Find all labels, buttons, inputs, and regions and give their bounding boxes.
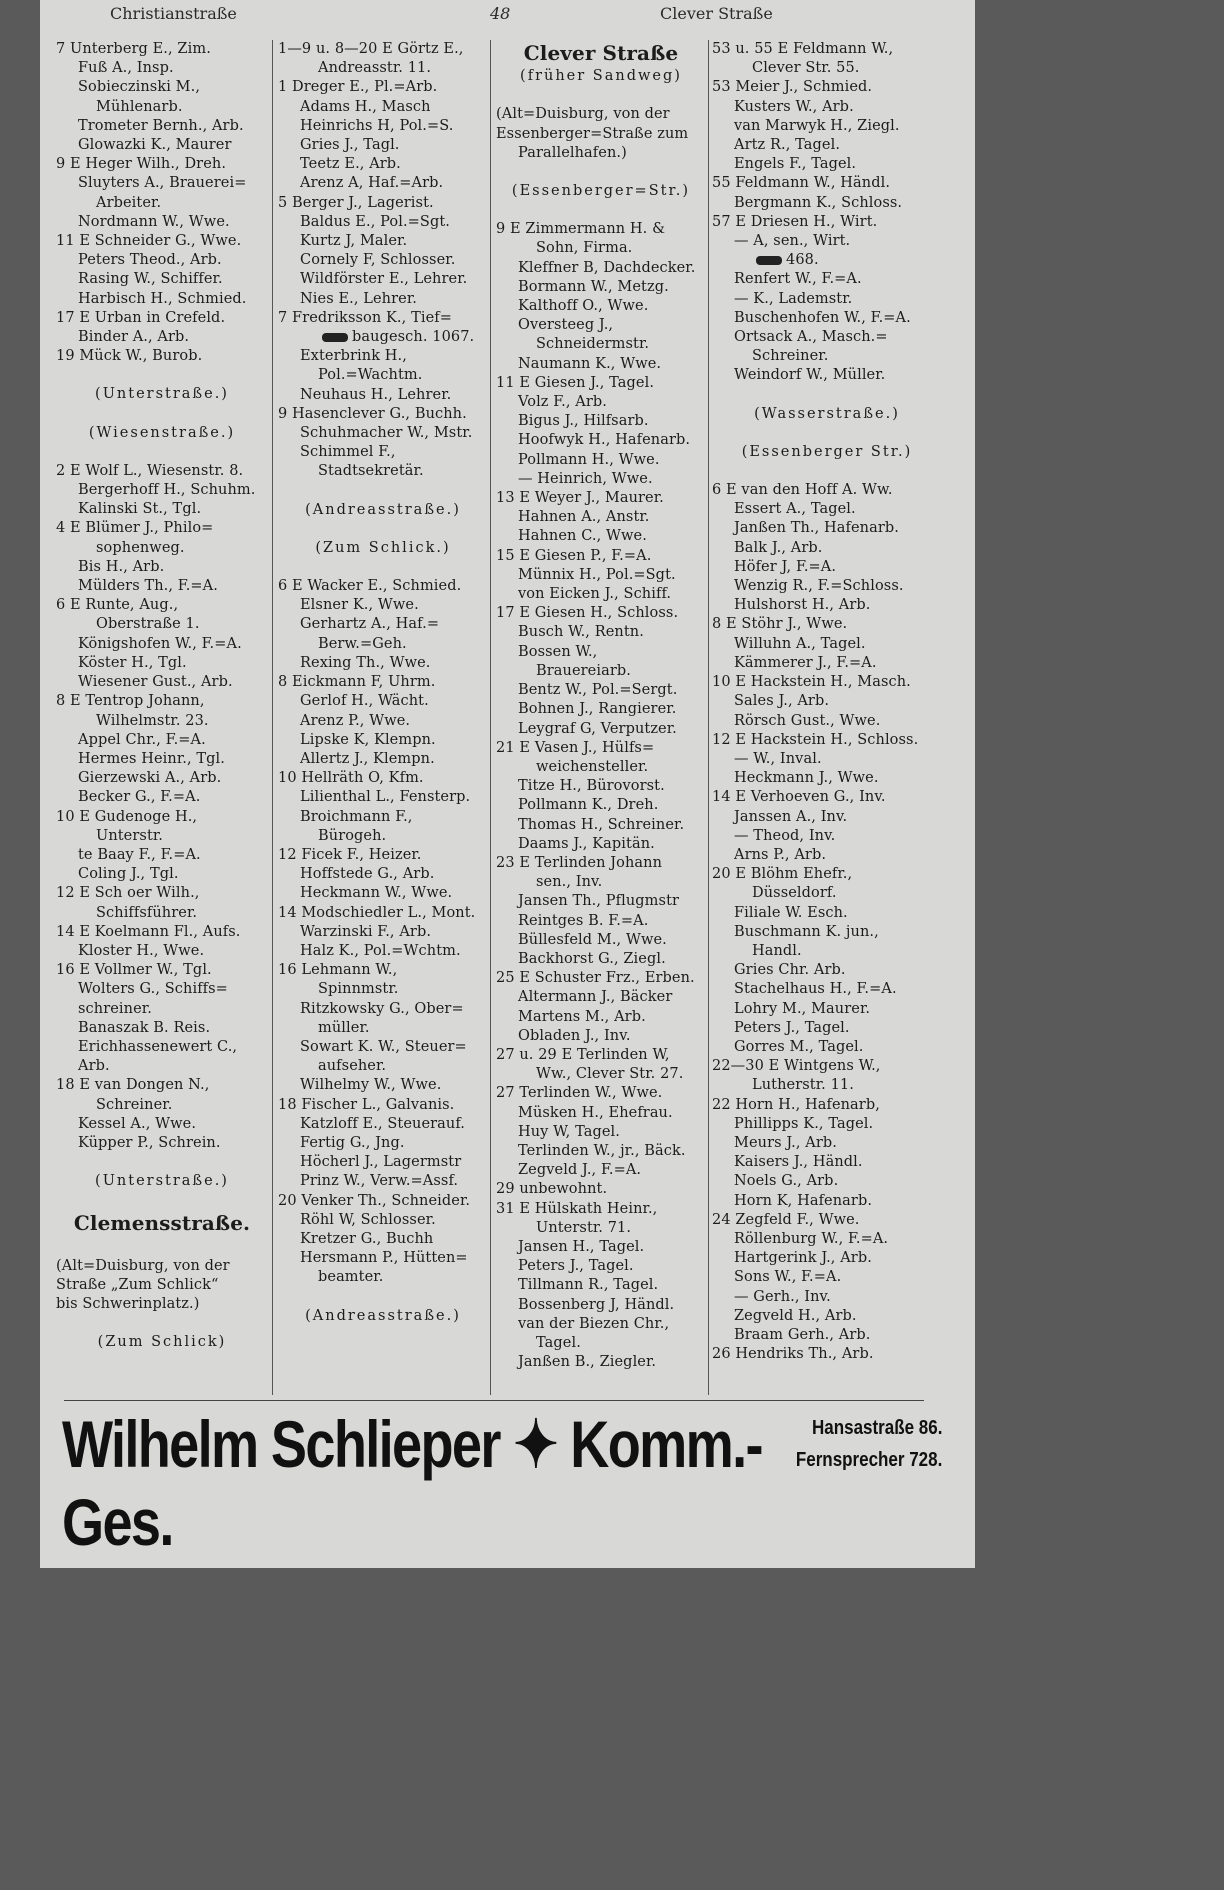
directory-entry: 2 E Wolf L., Wiesenstr. 8. <box>56 462 244 479</box>
directory-entry: Kusters W., Arb. <box>734 98 854 115</box>
directory-entry: Binder A., Arb. <box>78 329 190 346</box>
directory-entry: 20 E Blöhm Ehefr., <box>712 866 853 883</box>
directory-entry: Bohnen J., Rangierer. <box>518 701 677 718</box>
directory-entry: 22 Horn H., Hafenarb, <box>712 1096 880 1113</box>
directory-entry: Heinrichs H, Pol.=S. <box>300 117 454 134</box>
directory-entry: Fuß A., Insp. <box>78 60 174 77</box>
directory-entry: aufseher. <box>318 1058 387 1075</box>
directory-entry: Kloster H., Wwe. <box>78 942 205 959</box>
directory-entry: Bergerhoff H., Schuhm. <box>78 482 256 499</box>
directory-entry: Schuhmacher W., Mstr. <box>300 425 473 442</box>
directory-entry: Cornely F, Schlosser. <box>300 252 456 269</box>
column-divider <box>490 40 491 1395</box>
directory-entry: Katzloff E., Steuerauf. <box>300 1115 465 1132</box>
street-title: Clever Straße <box>523 41 679 65</box>
directory-entry: 31 E Hülskath Heinr., <box>496 1200 658 1217</box>
column-3 <box>496 40 706 1372</box>
directory-entry: schreiner. <box>78 1000 152 1017</box>
directory-entry: Gries Chr. Arb. <box>734 962 846 979</box>
directory-entry: 6 E van den Hoff A. Ww. <box>712 482 893 499</box>
directory-entry: Adams H., Masch <box>300 98 431 115</box>
directory-entry: (Alt=Duisburg, von der <box>496 106 670 123</box>
directory-entry: 16 Lehmann W., <box>278 962 398 979</box>
directory-entry: 14 Modschiedler L., Mont. <box>278 904 476 921</box>
directory-entry: Königshofen W., F.=A. <box>78 635 242 652</box>
directory-entry: 14 E Koelmann Fl., Aufs. <box>56 923 241 940</box>
directory-entry: Altermann J., Bäcker <box>518 989 673 1006</box>
directory-entry: baugesch. 1067. <box>278 328 488 347</box>
directory-entry: Brauereiarb. <box>536 662 631 679</box>
directory-entry: 10 E Gudenoge H., <box>56 808 198 825</box>
directory-entry: Buschmann K. jun., <box>734 923 879 940</box>
directory-entry: 22—30 E Wintgens W., <box>712 1058 881 1075</box>
directory-entry: Leygraf G, Verputzer. <box>518 720 677 737</box>
directory-entry: Oberstraße 1. <box>96 616 200 633</box>
directory-entry: 17 E Giesen H., Schloss. <box>496 605 679 622</box>
directory-entry: Wildförster E., Lehrer. <box>300 271 468 288</box>
directory-entry: Lipske K, Klempn. <box>300 731 436 748</box>
directory-entry: Teetz E., Arb. <box>300 156 401 173</box>
directory-entry: Küpper P., Schrein. <box>78 1134 221 1151</box>
directory-entry: Schreiner. <box>96 1096 173 1113</box>
directory-entry: 21 E Vasen J., Hülfs= <box>496 739 655 756</box>
directory-entry: Mülders Th., F.=A. <box>78 578 218 595</box>
spacer <box>56 1238 268 1257</box>
directory-entry: Wiesener Gust., Arb. <box>78 674 233 691</box>
directory-entry: 12 Ficek F., Heizer. <box>278 846 422 863</box>
cross-street: (Andreasstraße.) <box>305 501 461 518</box>
directory-entry: Heckmann W., Wwe. <box>300 885 453 902</box>
header-left: Christianstraße <box>110 4 237 23</box>
spacer <box>56 1191 268 1210</box>
column-divider <box>708 40 709 1395</box>
directory-entry: Rörsch Gust., Wwe. <box>734 712 881 729</box>
cross-street: (Unterstraße.) <box>95 386 229 403</box>
directory-entry: Straße „Zum Schlick“ <box>56 1276 219 1293</box>
directory-entry: Fertig G., Jng. <box>300 1134 405 1151</box>
directory-entry: Pollmann K., Dreh. <box>518 797 659 814</box>
directory-entry: Renfert W., F.=A. <box>734 271 862 288</box>
directory-entry: Wilhelmy W., Wwe. <box>300 1077 442 1094</box>
directory-entry: Volz F., Arb. <box>518 394 607 411</box>
directory-entry: — Gerh., Inv. <box>734 1288 831 1305</box>
directory-entry: Lohry M., Maurer. <box>734 1000 871 1017</box>
directory-entry: Reintges B. F.=A. <box>518 912 649 929</box>
directory-entry: Gierzewski A., Arb. <box>78 770 222 787</box>
directory-entry: bis Schwerinplatz.) <box>56 1295 200 1312</box>
directory-entry: 18 E van Dongen N., <box>56 1077 210 1094</box>
directory-entry: Janßen Th., Hafenarb. <box>734 520 899 537</box>
directory-entry: Buschenhofen W., F.=A. <box>734 309 911 326</box>
directory-entry: sophenweg. <box>96 539 185 556</box>
directory-entry: Düsseldorf. <box>752 885 837 902</box>
directory-entry: Busch W., Rentn. <box>518 624 644 641</box>
directory-entry: Müsken H., Ehefrau. <box>518 1104 673 1121</box>
directory-entry: müller. <box>318 1019 370 1036</box>
telephone-icon <box>322 333 348 342</box>
directory-entry: 27 u. 29 E Terlinden W, <box>496 1046 670 1063</box>
directory-entry: Obladen J., Inv. <box>518 1027 631 1044</box>
spacer <box>56 1314 268 1333</box>
directory-entry: Arenz P., Wwe. <box>300 712 411 729</box>
directory-page <box>40 0 975 1568</box>
directory-entry: Horn K, Hafenarb. <box>734 1192 873 1209</box>
directory-entry: Ww., Clever Str. 27. <box>536 1066 684 1083</box>
directory-entry: Arbeiter. <box>96 194 162 211</box>
directory-entry: Sales J., Arb. <box>734 693 830 710</box>
directory-entry: Engels F., Tagel. <box>734 156 857 173</box>
directory-entry: Bigus J., Hilfsarb. <box>518 413 649 430</box>
directory-entry: Schreiner. <box>752 348 829 365</box>
directory-entry: beamter. <box>318 1269 384 1286</box>
spacer <box>712 424 942 443</box>
directory-entry: Rasing W., Schiffer. <box>78 271 223 288</box>
directory-entry: Zegveld H., Arb. <box>734 1307 857 1324</box>
directory-entry: Kurtz J, Maler. <box>300 233 408 250</box>
directory-entry: Unterstr. <box>96 827 164 844</box>
directory-entry: (Alt=Duisburg, von der <box>56 1257 230 1274</box>
directory-entry: Hoffstede G., Arb. <box>300 866 435 883</box>
directory-entry: Glowazki K., Maurer <box>78 137 232 154</box>
directory-entry: 11 E Giesen J., Tagel. <box>496 374 655 391</box>
directory-entry: Sohn, Firma. <box>536 240 633 257</box>
directory-entry: Wolters G., Schiffs= <box>78 981 228 998</box>
directory-entry: Zegveld J., F.=A. <box>518 1162 642 1179</box>
directory-entry: — W., Inval. <box>734 750 822 767</box>
cross-street: (Andreasstraße.) <box>305 1307 461 1324</box>
directory-entry: 18 Fischer L., Galvanis. <box>278 1096 455 1113</box>
directory-entry: Münnix H., Pol.=Sgt. <box>518 566 676 583</box>
directory-entry: Neuhaus H., Lehrer. <box>300 386 452 403</box>
spacer <box>496 201 706 220</box>
directory-entry: Hoofwyk H., Hafenarb. <box>518 432 691 449</box>
column-4 <box>712 40 942 1364</box>
directory-entry: Meurs J., Arb. <box>734 1134 837 1151</box>
directory-entry: 53 Meier J., Schmied. <box>712 79 873 96</box>
directory-entry: Gries J., Tagl. <box>300 137 400 154</box>
directory-entry: Daams J., Kapitän. <box>518 835 655 852</box>
directory-entry: 57 E Driesen H., Wirt. <box>712 213 878 230</box>
cross-street: (Essenberger=Str.) <box>511 183 691 200</box>
directory-entry: 29 unbewohnt. <box>496 1181 608 1198</box>
directory-entry: Kleffner B, Dachdecker. <box>518 259 696 276</box>
directory-entry: Filiale W. Esch. <box>734 904 848 921</box>
spacer <box>496 86 706 105</box>
directory-entry: Mühlenarb. <box>96 98 183 115</box>
ad-address: Hansastraße 86. <box>811 1417 942 1439</box>
directory-entry: Schimmel F., <box>300 444 396 461</box>
directory-entry: Titze H., Bürovorst. <box>518 778 665 795</box>
spacer <box>56 443 268 462</box>
directory-entry: Stachelhaus H., F.=A. <box>734 981 897 998</box>
header-right: Clever Straße <box>660 4 773 23</box>
directory-entry: 4 E Blümer J., Philo= <box>56 520 214 537</box>
directory-entry: Bis H., Arb. <box>78 558 165 575</box>
directory-entry: Essert A., Tagel. <box>734 501 856 518</box>
spacer <box>712 462 942 481</box>
directory-entry: Bentz W., Pol.=Sergt. <box>518 682 678 699</box>
directory-entry: Bormann W., Metzg. <box>518 278 669 295</box>
directory-entry: Schiffsführer. <box>96 904 198 921</box>
directory-entry: sen., Inv. <box>536 874 603 891</box>
cross-street: (Zum Schlick) <box>97 1334 227 1351</box>
directory-entry: Hahnen A., Anstr. <box>518 509 650 526</box>
directory-entry: Erichhassenewert C., <box>78 1038 238 1055</box>
cross-street: (früher Sandweg) <box>520 68 682 85</box>
directory-entry: Huy W, Tagel. <box>518 1123 620 1140</box>
directory-entry: 15 E Giesen P., F.=A. <box>496 547 652 564</box>
directory-entry: Gorres M., Tagel. <box>734 1038 864 1055</box>
directory-entry: Tagel. <box>536 1335 581 1351</box>
directory-entry: Jansen Th., Pflugmstr <box>518 893 680 910</box>
directory-entry: Essenberger=Straße zum <box>496 125 689 142</box>
directory-entry: Willuhn A., Tagel. <box>734 635 866 652</box>
directory-entry: 468. <box>712 251 942 270</box>
directory-entry: Höfer J, F.=A. <box>734 558 837 575</box>
directory-entry: Ritzkowsky G., Ober= <box>300 1000 464 1017</box>
directory-entry: Appel Chr., F.=A. <box>78 731 206 748</box>
telephone-icon <box>756 256 782 265</box>
directory-entry: Arenz A, Haf.=Arb. <box>300 175 444 192</box>
street-title: Clemensstraße. <box>73 1211 251 1236</box>
directory-entry: Stadtsekretär. <box>318 463 424 480</box>
directory-entry: 7 Fredriksson K., Tief= <box>278 309 452 326</box>
directory-entry: Backhorst G., Ziegl. <box>518 950 666 967</box>
directory-entry: Hahnen C., Wwe. <box>518 528 647 545</box>
directory-entry: Röllenburg W., F.=A. <box>734 1230 889 1247</box>
directory-entry: Peters J., Tagel. <box>734 1019 850 1036</box>
footer-rule <box>64 1400 924 1401</box>
directory-entry: 26 Hendriks Th., Arb. <box>712 1346 874 1363</box>
directory-entry: 24 Zegfeld F., Wwe. <box>712 1211 860 1228</box>
directory-entry: Hermes Heinr., Tgl. <box>78 750 226 767</box>
spacer <box>278 520 488 539</box>
directory-entry: 53 u. 55 E Feldmann W., <box>712 41 894 57</box>
directory-entry: 25 E Schuster Frz., Erben. <box>496 970 695 987</box>
directory-entry: Lutherstr. 11. <box>752 1077 854 1094</box>
directory-entry: Bossen W., <box>518 643 598 660</box>
directory-entry: Kämmerer J., F.=A. <box>734 654 877 671</box>
directory-entry: 8 Eickmann F, Uhrm. <box>278 674 436 691</box>
directory-entry: Sobieczinski M., <box>78 79 201 96</box>
advertisement <box>62 1405 942 1559</box>
directory-entry: Noels G., Arb. <box>734 1173 839 1190</box>
column-2 <box>278 40 488 1326</box>
directory-entry: Kaisers J., Händl. <box>734 1154 863 1171</box>
directory-entry: Kessel A., Wwe. <box>78 1115 197 1132</box>
directory-entry: 13 E Weyer J., Maurer. <box>496 490 664 507</box>
directory-entry: 6 E Wacker E., Schmied. <box>278 578 462 595</box>
directory-entry: Peters J., Tagel. <box>518 1258 634 1275</box>
directory-entry: Trometer Bernh., Arb. <box>78 117 244 134</box>
directory-entry: Thomas H., Schreiner. <box>518 816 685 833</box>
directory-entry: 12 E Sch oer Wilh., <box>56 885 200 902</box>
directory-entry: Höcherl J., Lagermstr <box>300 1154 462 1171</box>
directory-entry: Prinz W., Verw.=Assf. <box>300 1173 459 1190</box>
directory-entry: — Theod, Inv. <box>734 827 836 844</box>
directory-entry: Hersmann P., Hütten= <box>300 1250 468 1267</box>
directory-entry: Arns P., Arb. <box>734 846 827 863</box>
page-number: 48 <box>490 4 511 23</box>
directory-entry: Halz K., Pol.=Wchtm. <box>300 942 461 959</box>
directory-entry: Braam Gerh., Arb. <box>734 1327 871 1343</box>
cross-street: (Unterstraße.) <box>95 1173 229 1190</box>
spacer <box>712 386 942 405</box>
directory-entry: Büllesfeld M., Wwe. <box>518 931 667 948</box>
directory-entry: Martens M., Arb. <box>518 1008 646 1025</box>
directory-entry: 8 E Stöhr J., Wwe. <box>712 616 848 633</box>
directory-entry: 10 Hellräth O, Kfm. <box>278 770 424 787</box>
directory-entry: Harbisch H., Schmied. <box>78 290 247 307</box>
directory-entry: 7 Unterberg E., Zim. <box>56 41 211 57</box>
directory-entry: 16 E Vollmer W., Tgl. <box>56 962 212 979</box>
directory-entry: 9 E Zimmermann H. & <box>496 221 666 238</box>
directory-entry: Becker G., F.=A. <box>78 789 201 806</box>
directory-entry: Allertz J., Klempn. <box>300 750 435 767</box>
directory-entry: Balk J., Arb. <box>734 539 823 556</box>
directory-entry: Andreasstr. 11. <box>318 60 432 77</box>
directory-entry: Heckmann J., Wwe. <box>734 770 879 787</box>
column-1 <box>56 40 268 1352</box>
directory-entry: van der Biezen Chr., <box>518 1315 670 1332</box>
directory-entry: Parallelhafen.) <box>518 144 627 161</box>
directory-entry: Köster H., Tgl. <box>78 654 187 671</box>
directory-entry: Spinnmstr. <box>318 981 399 998</box>
directory-entry: 8 E Tentrop Johann, <box>56 693 205 710</box>
directory-entry: Sons W., F.=A. <box>734 1269 842 1286</box>
directory-entry: — Heinrich, Wwe. <box>518 470 653 487</box>
directory-entry: Unterstr. 71. <box>536 1219 632 1236</box>
directory-entry: Arb. <box>78 1058 110 1075</box>
directory-entry: Bergmann K., Schloss. <box>734 194 903 211</box>
directory-entry: Oversteeg J., <box>518 317 614 334</box>
directory-entry: 23 E Terlinden Johann <box>496 854 663 871</box>
directory-entry: 55 Feldmann W., Händl. <box>712 175 891 192</box>
directory-entry: Clever Str. 55. <box>752 60 860 77</box>
directory-entry: Hulshorst H., Arb. <box>734 597 871 614</box>
directory-entry: 12 E Hackstein H., Schloss. <box>712 731 919 748</box>
directory-entry: Kretzer G., Buchh <box>300 1230 434 1247</box>
directory-entry: Elsner K., Wwe. <box>300 597 419 614</box>
directory-entry: 17 E Urban in Crefeld. <box>56 309 226 326</box>
directory-entry: te Baay F., F.=A. <box>78 846 201 863</box>
directory-entry: Coling J., Tgl. <box>78 866 179 883</box>
directory-entry: Peters Theod., Arb. <box>78 252 222 269</box>
directory-entry: weichensteller. <box>536 758 649 775</box>
directory-entry: Nies E., Lehrer. <box>300 290 417 307</box>
directory-entry: 20 Venker Th., Schneider. <box>278 1192 471 1209</box>
directory-entry: 9 Hasenclever G., Buchh. <box>278 405 467 422</box>
cross-street: (Wiesenstraße.) <box>88 424 236 441</box>
directory-entry: 6 E Runte, Aug., <box>56 597 179 614</box>
directory-entry: Röhl W, Schlosser. <box>300 1211 436 1228</box>
directory-entry: Terlinden W., jr., Bäck. <box>518 1142 686 1159</box>
directory-entry: Rexing Th., Wwe. <box>300 654 431 671</box>
directory-entry: Janssen A., Inv. <box>734 808 848 825</box>
directory-entry: von Eicken J., Schiff. <box>518 586 672 603</box>
cross-street: (Essenberger Str.) <box>741 443 913 460</box>
directory-entry: Warzinski F., Arb. <box>300 923 432 940</box>
directory-entry: Weindorf W., Müller. <box>734 367 886 384</box>
directory-entry: 1—9 u. 8—20 E Görtz E., <box>278 41 464 57</box>
directory-entry: Berw.=Geh. <box>318 635 407 652</box>
directory-entry: Bossenberg J, Händl. <box>518 1296 675 1313</box>
directory-entry: Tillmann R., Tagel. <box>518 1277 659 1294</box>
directory-entry: Baldus E., Pol.=Sgt. <box>300 213 450 230</box>
spacer <box>278 482 488 501</box>
directory-entry: Wilhelmstr. 23. <box>96 712 209 729</box>
spacer <box>56 366 268 385</box>
directory-entry: 1 Dreger E., Pl.=Arb. <box>278 79 438 96</box>
directory-entry: Exterbrink H., <box>300 348 407 365</box>
directory-entry: Kalinski St., Tgl. <box>78 501 202 518</box>
ad-phone: Fernsprecher 728. <box>795 1449 942 1471</box>
column-divider <box>272 40 273 1395</box>
directory-entry: 27 Terlinden W., Wwe. <box>496 1085 663 1102</box>
directory-entry: Lilienthal L., Fensterp. <box>300 789 471 806</box>
directory-entry: Naumann K., Wwe. <box>518 355 662 372</box>
directory-entry: — K., Lademstr. <box>734 290 853 307</box>
directory-entry: Broichmann F., <box>300 808 413 825</box>
cross-street: (Zum Schlick.) <box>315 539 451 556</box>
directory-entry: Sluyters A., Brauerei= <box>78 175 247 192</box>
directory-entry: Banaszak B. Reis. <box>78 1019 211 1036</box>
directory-entry: Janßen B., Ziegler. <box>518 1354 657 1371</box>
cross-street: (Wasserstraße.) <box>754 405 900 422</box>
directory-entry: Gerlof H., Wächt. <box>300 693 429 710</box>
spacer <box>278 1288 488 1307</box>
ad-company-name: Wilhelm Schlieper ✦ Komm.-Ges. <box>62 1407 762 1559</box>
directory-entry: Hartgerink J., Arb. <box>734 1250 872 1267</box>
directory-entry: Nordmann W., Wwe. <box>78 213 230 230</box>
directory-entry: 9 E Heger Wilh., Dreh. <box>56 156 227 173</box>
directory-entry: Wenzig R., F.=Schloss. <box>734 578 904 595</box>
directory-entry: Kalthoff O., Wwe. <box>518 298 649 315</box>
directory-entry: Pollmann H., Wwe. <box>518 451 660 468</box>
directory-entry: Schneidermstr. <box>536 336 650 353</box>
directory-entry: Bürogeh. <box>318 827 387 844</box>
directory-entry: 14 E Verhoeven G., Inv. <box>712 789 886 806</box>
directory-entry: 19 Mück W., Burob. <box>56 348 203 365</box>
directory-entry: van Marwyk H., Ziegl. <box>734 117 900 134</box>
directory-entry: Ortsack A., Masch.= <box>734 329 888 346</box>
spacer <box>56 405 268 424</box>
directory-entry: Gerhartz A., Haf.= <box>300 616 440 633</box>
directory-entry: Sowart K. W., Steuer= <box>300 1038 467 1055</box>
directory-entry: Phillipps K., Tagel. <box>734 1115 874 1132</box>
directory-entry: Handl. <box>752 942 802 959</box>
directory-entry: Artz R., Tagel. <box>734 137 841 154</box>
directory-entry: 10 E Hackstein H., Masch. <box>712 674 911 691</box>
spacer <box>56 1153 268 1172</box>
directory-entry: Pol.=Wachtm. <box>318 367 423 384</box>
spacer <box>496 163 706 182</box>
spacer <box>278 558 488 577</box>
directory-entry: 5 Berger J., Lagerist. <box>278 194 434 211</box>
directory-entry: Jansen H., Tagel. <box>518 1238 645 1255</box>
directory-entry: 11 E Schneider G., Wwe. <box>56 233 242 250</box>
directory-entry: — A, sen., Wirt. <box>734 233 851 250</box>
